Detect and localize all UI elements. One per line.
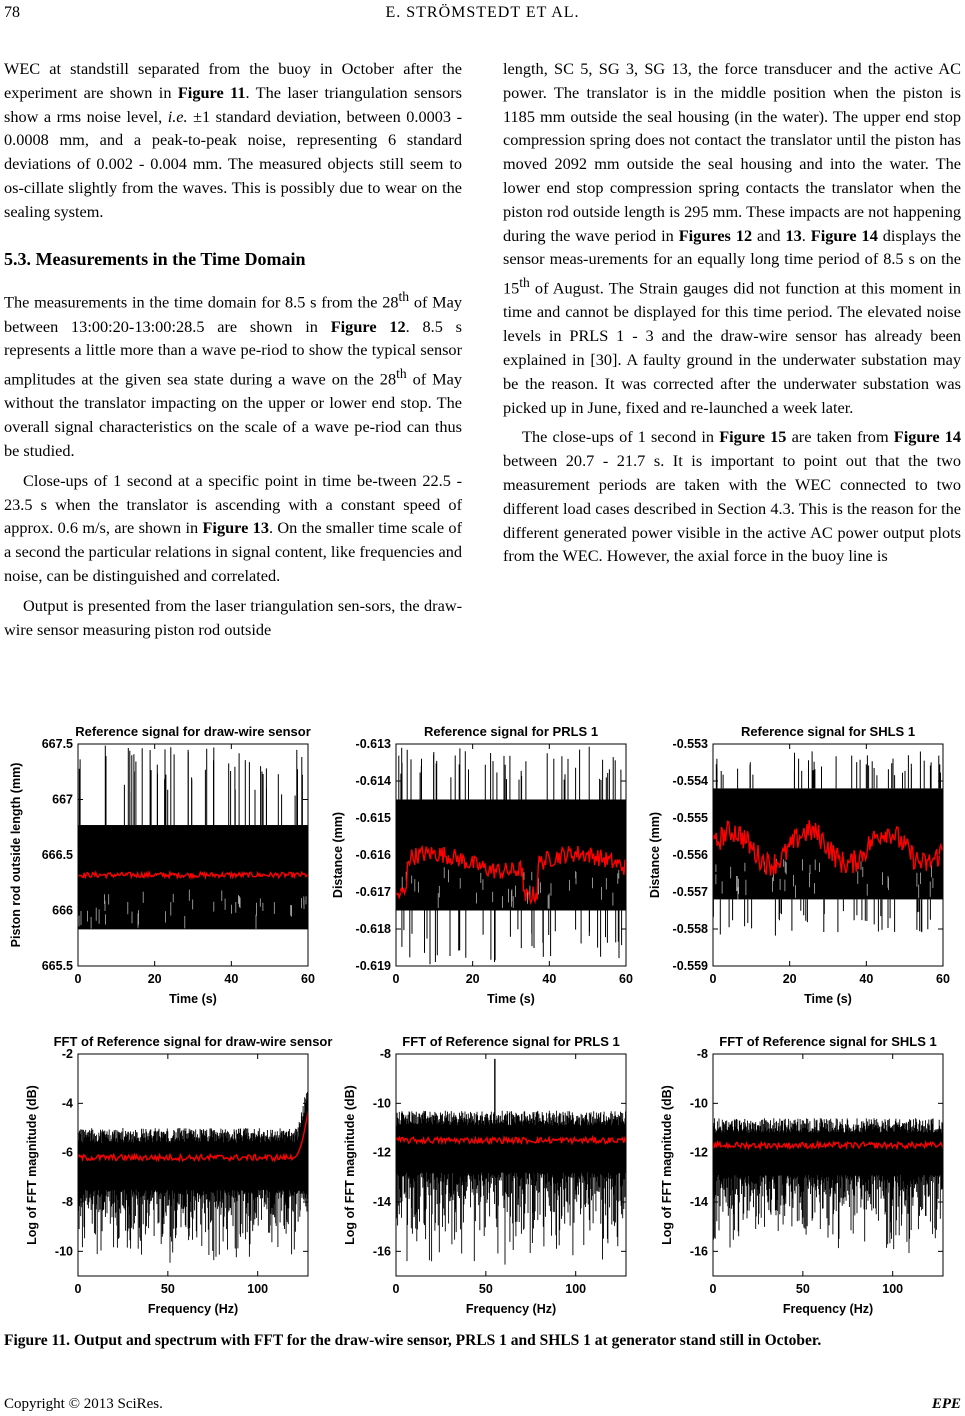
chart-1: [9, 724, 315, 1006]
y-tick-label: -0.557: [672, 885, 708, 899]
y-tick-label: -0.613: [355, 737, 391, 751]
y-tick-label: 666.5: [41, 848, 73, 862]
x-tick-label: 0: [74, 1282, 82, 1296]
y-tick-label: 667.5: [41, 737, 73, 751]
y-tick-label: -8: [696, 1047, 708, 1061]
paragraph: The close-ups of 1 second in Figure 15 are taken from Figure 14 between 20.7 - 21.7 s. It is important to point out that the two measurement periods are taken with the WEC connected to two different load cases described in Section 4.3. This is the reason for the different generated power visible in the active AC power output plots from the WEC. However, the axial force in the buoy line is: [503, 427, 961, 566]
fft-spectrum: [78, 1090, 308, 1262]
y-tick-label: 667: [52, 792, 73, 807]
y-tick-label: -0.617: [355, 885, 391, 899]
paragraph: length, SC 5, SG 3, SG 13, the force transducer and the active AC power. The translator is in the middle position when the piston is 1185 mm outside the seal housing (in the water). The upper end stop compression spring does not contact the translator until the piston has moved 2092 mm outside the seal housing and into the water. The lower end stop compression spring contacts the translator when the piston rod outside length is 295 mm. These impacts are not happening during the wave period in Figures 12 and 13. Figure 14 displays the sensor meas-urements for an equally long time period of 8.5 s on the 15th of August. The Strain gauges did not function at this moment in time and cannot be displayed for this time period. The elevated noise levels in PRLS 1 - 3 and the draw-wire sensor has already been explained in [30]. A faulty ground in the underwater substation may be the reason. It was corrected after the underwater substation was picked up in June, fixed and re-launched a week later.: [503, 59, 961, 417]
paragraph: Close-ups of 1 second at a specific point in time be-tween 22.5 - 23.5 s when the translator is ascending with a constant speed of approx. 0.6 m/s, are shown in Figure 13. On the smaller time scale of a second the particular relations in signal content, like frequencies and noise, can be distinguished and correlated.: [4, 470, 462, 585]
y-tick-label: -16: [372, 1244, 391, 1259]
section-title: 5.3. Measurements in the Time Domain: [4, 248, 306, 269]
x-tick-label: 20: [465, 972, 480, 986]
plot-area: [78, 746, 308, 930]
y-axis-label: Log of FFT magnitude (dB): [343, 1085, 357, 1245]
plot-area: [78, 1090, 308, 1262]
y-tick-label: -14: [689, 1195, 708, 1209]
y-tick-label: 665.5: [41, 959, 73, 973]
page-header: [0, 0, 965, 30]
x-tick-label: 100: [565, 1282, 587, 1296]
journal-abbrev: EPE: [931, 1396, 961, 1412]
x-tick-label: 60: [936, 972, 950, 986]
chart-title: Reference signal for PRLS 1: [423, 724, 599, 739]
y-tick-label: -0.615: [355, 811, 391, 825]
y-tick-label: -12: [689, 1145, 708, 1160]
y-tick-label: -0.614: [355, 774, 391, 788]
y-tick-label: -0.556: [672, 848, 708, 862]
plot-area: [713, 1118, 943, 1253]
x-tick-label: 0: [709, 972, 717, 986]
running-head: E. STRÖMSTEDT ET AL.: [385, 4, 580, 21]
y-tick-label: -12: [372, 1145, 391, 1160]
y-tick-label: -0.558: [672, 922, 708, 936]
y-tick-label: -10: [372, 1096, 391, 1111]
x-tick-label: 0: [392, 1282, 400, 1296]
y-tick-label: -0.555: [672, 811, 708, 825]
y-tick-label: -8: [379, 1047, 391, 1061]
plot-area: [396, 747, 626, 965]
chart-title: FFT of Reference signal for SHLS 1: [719, 1034, 937, 1049]
plot-area: [713, 751, 943, 935]
y-axis-label: Distance (mm): [331, 811, 345, 899]
y-tick-label: -2: [61, 1047, 73, 1061]
x-tick-label: 50: [478, 1282, 493, 1296]
page-number: 78: [4, 4, 20, 21]
x-axis-label: Time (s): [804, 992, 852, 1006]
chart-3: [648, 724, 950, 1006]
x-tick-label: 60: [619, 972, 633, 986]
chart-5: [343, 1034, 626, 1316]
plot-area: [396, 1059, 626, 1265]
copyright: Copyright © 2013 SciRes.: [4, 1396, 163, 1412]
x-tick-label: 20: [782, 972, 797, 986]
x-axis-label: Frequency (Hz): [465, 1302, 557, 1316]
y-tick-label: -0.559: [672, 959, 708, 973]
y-tick-label: -0.618: [355, 922, 391, 936]
y-tick-label: 666: [52, 903, 73, 918]
figure-caption: Figure 11. Output and spectrum with FFT for the draw-wire sensor, PRLS 1 and SHLS 1 at generator stand still in October.: [4, 1332, 822, 1349]
figure-11: [0, 712, 965, 1322]
x-tick-label: 40: [542, 972, 557, 986]
chart-title: FFT of Reference signal for draw-wire sensor: [53, 1034, 333, 1049]
paragraph: The measurements in the time domain for 8.5 s from the 28th of May between 13:00:20-13:00:28.5 are shown in Figure 12. 8.5 s represents a little more than a wave pe-riod to show the typical sensor amplitudes at the given sea state during a wave on the 28th of May without the translator impacting on the upper or lower end stop. The overall signal characteristics on the scale of a wave pe-riod can thus be studied.: [4, 289, 463, 460]
x-tick-label: 60: [301, 972, 315, 986]
x-axis-label: Frequency (Hz): [782, 1302, 874, 1316]
y-tick-label: -0.554: [672, 774, 708, 788]
x-tick-label: 40: [859, 972, 874, 986]
right-column: [503, 57, 961, 568]
x-tick-label: 100: [882, 1282, 904, 1296]
y-axis-label: Log of FFT magnitude (dB): [660, 1085, 674, 1245]
y-tick-label: -10: [689, 1096, 708, 1111]
y-tick-label: -0.619: [355, 959, 391, 973]
paragraph: Output is presented from the laser triangulation sen-sors, the draw-wire sensor measuring piston rod outside: [4, 595, 462, 639]
chart-title: Reference signal for SHLS 1: [740, 724, 916, 739]
chart-4: [25, 1034, 332, 1316]
x-tick-label: 0: [74, 972, 82, 986]
chart-2: [331, 724, 633, 1006]
y-axis-label: Piston rod outside length (mm): [9, 762, 23, 948]
y-tick-label: -10: [54, 1244, 73, 1259]
x-axis-label: Frequency (Hz): [147, 1302, 239, 1316]
x-tick-label: 0: [392, 972, 400, 986]
fft-spectrum: [396, 1059, 626, 1265]
x-tick-label: 50: [795, 1282, 810, 1296]
x-tick-label: 50: [160, 1282, 175, 1296]
x-tick-label: 20: [147, 972, 162, 986]
left-column: [4, 57, 462, 641]
x-tick-label: 0: [709, 1282, 717, 1296]
chart-title: FFT of Reference signal for PRLS 1: [402, 1034, 620, 1049]
figure-plots: [0, 712, 965, 1322]
x-axis-label: Time (s): [487, 992, 535, 1006]
y-axis-label: Distance (mm): [648, 811, 662, 899]
y-tick-label: -6: [61, 1145, 73, 1160]
page-footer: [4, 1396, 961, 1413]
fft-spectrum: [713, 1118, 943, 1253]
chart-6: [660, 1034, 943, 1316]
y-tick-label: -4: [61, 1096, 73, 1111]
x-axis-label: Time (s): [169, 992, 217, 1006]
paragraph: WEC at standstill separated from the buoy in October after the experiment are shown in Figure 11. The laser triangulation sensors show a rms noise level, i.e. ±1 standard deviation, between 0.0003 - 0.0008 mm, and a peak-to-peak noise, representing 6 standard deviations of 0.002 - 0.004 mm. The measured objects still seem to os-cillate slightly from the waves. This is possibly due to wear on the sealing system.: [4, 59, 463, 221]
x-tick-label: 40: [224, 972, 239, 986]
y-axis-label: Log of FFT magnitude (dB): [25, 1085, 39, 1245]
y-tick-label: -16: [689, 1244, 708, 1259]
x-tick-label: 100: [247, 1282, 269, 1296]
y-tick-label: -14: [372, 1195, 391, 1209]
y-tick-label: -0.616: [355, 848, 391, 862]
y-tick-label: -0.553: [672, 737, 708, 751]
y-tick-label: -8: [61, 1195, 73, 1209]
chart-title: Reference signal for draw-wire sensor: [75, 724, 311, 739]
